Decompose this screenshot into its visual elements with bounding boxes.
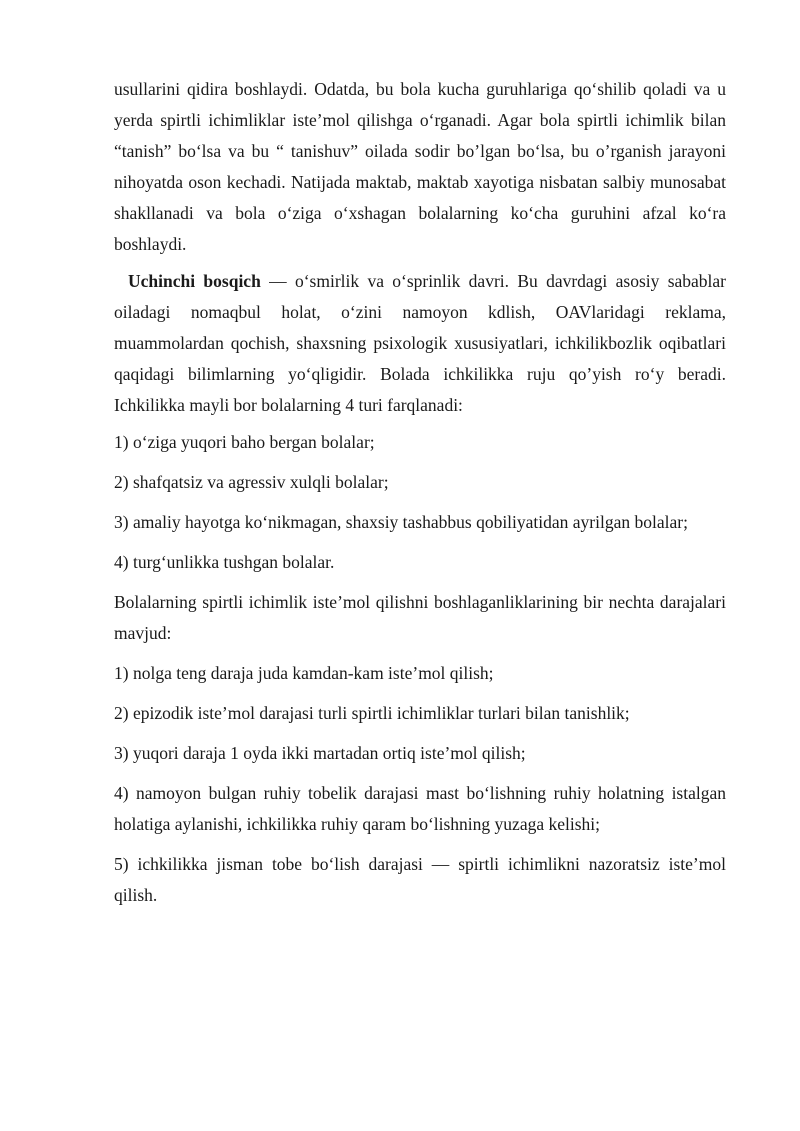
paragraph-third-stage (114, 266, 726, 421)
list-item: 3) yuqori daraja 1 oyda ikki martadan ortiq iste’mol qilish; (114, 743, 526, 763)
list-item: 1) nolga teng daraja juda kamdan-kam iste’mol qilish; (114, 663, 494, 683)
paragraph-levels-intro: Bolalarning spirtli ichimlik iste’mol qilishni boshlaganliklarining bir nechta darajalari mavjud: (114, 592, 726, 643)
list-item: 5) ichkilikka jisman tobe bo‘lish darajasi — spirtli ichimlikni nazoratsiz iste’mol qilish. (114, 854, 726, 905)
stage-heading: Uchinchi bosqich (128, 271, 261, 291)
list-item: 3) amaliy hayotga ko‘nikmagan, shaxsiy tashabbus qobiliyatidan ayrilgan bolalar; (114, 512, 688, 532)
list-item: 4) turg‘unlikka tushgan bolalar. (114, 552, 335, 572)
document-body (114, 74, 726, 920)
list-item: 1) o‘ziga yuqori baho bergan bolalar; (114, 432, 375, 452)
list-item: 2) epizodik iste’mol darajasi turli spirtli ichimliklar turlari bilan tanishlik; (114, 703, 630, 723)
paragraph-continuation: usullarini qidira boshlaydi. Odatda, bu bola kucha guruhlariga qo‘shilib qoladi va u yerda spirtli ichimliklar iste’mol qilishga o‘rganadi. Agar bola spirtli ichimlik bilan “tanish” bo‘lsa va bu “ tanishuv” oilada sodir bo’lgan bo‘lsa, bu o’rganish jarayoni nihoyatda oson kechadi. Natijada maktab, maktab xayotiga nisbatan salbiy munosabat shakllanadi va bola o‘ziga o‘xshagan bolalarning ko‘cha guruhini afzal ko‘ra boshlaydi. (114, 79, 726, 254)
list-item: 2) shafqatsiz va agressiv xulqli bolalar; (114, 472, 389, 492)
list-item: 4) namoyon bulgan ruhiy tobelik darajasi mast bo‘lishning ruhiy holatning istalgan holatiga aylanishi, ichkilikka ruhiy qaram bo‘lishning yuzaga kelishi; (114, 783, 726, 834)
stage-text: — o‘smirlik va o‘sprinlik davri. Bu davrdagi asosiy sabablar oiladagi nomaqbul holat, o‘zini namoyon kdlish, OAVlaridagi reklama, muammolardan qochish, shaxsning psixologik xususiyatlari, ichkilikbozlik oqibatlari qaqidagi bilimlarning yo‘qligidir. Bolada ichkilikka ruju qo’yish ro‘y beradi. Ichkilikka mayli bor bolalarning 4 turi farqlanadi: (114, 271, 727, 415)
